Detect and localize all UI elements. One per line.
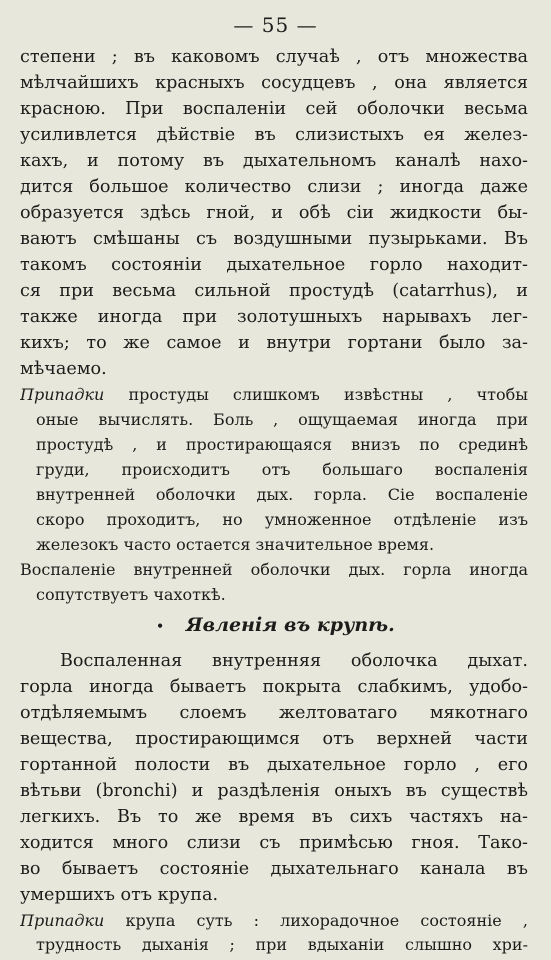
text-line: степени ; въ каковомъ случаѣ , отъ множества <box>20 47 528 67</box>
text-line: такомъ состояніи дыхательное горло находит- <box>20 255 528 275</box>
text-line: также иногда при золотушныхъ нарывахъ лег- <box>20 307 528 327</box>
text-line: простудѣ , и простирающаяся внизъ по срединѣ <box>36 435 528 454</box>
text-line: умершихъ отъ крупа. <box>20 885 219 905</box>
text-line: ся при весьма сильной простудѣ (catarrhus), и <box>20 281 528 301</box>
text-line: усиливлется дѣйствіе въ слизистыхъ ея желез- <box>20 125 528 145</box>
text-line: Припадки простуды слишкомъ извѣстны , чтобы <box>20 385 528 404</box>
text-line: Припадки крупа суть : лихорадочное состояніе , <box>20 911 528 930</box>
text-line: гортанной полости въ дыхательное горло , его <box>20 755 528 775</box>
text-line: красною. При воспаленіи сей оболочки весьма <box>20 99 528 119</box>
text-line: дится большое количество слизи ; иногда даже <box>20 177 528 197</box>
text-line: образуется здѣсь гной, и обѣ сіи жидкости бы- <box>20 203 528 223</box>
text-line: скоро проходитъ, но умноженное отдѣленіе изъ <box>36 510 528 529</box>
bullet-dot-icon: • <box>156 619 164 633</box>
text-line: оные вычислять. Боль , ощущаемая иногда при <box>36 410 528 429</box>
page-number: — 55 — <box>233 13 318 37</box>
text-line: отдѣляемымъ слоемъ желтоватаго мякотнаго <box>20 703 528 723</box>
text-line: мѣлчайшихъ красныхъ сосудцевъ , она является <box>20 73 528 93</box>
text-line: кахъ, и потому въ дыхательномъ каналѣ нахо- <box>20 151 528 171</box>
text-line: горла иногда бываетъ покрыта слабкимъ, удобо- <box>20 677 528 697</box>
text-line: ваютъ смѣшаны съ воздушными пузырьками. Въ <box>20 229 528 249</box>
text-line: груди, происходитъ отъ большаго воспаленія <box>36 460 528 479</box>
text-line: во бываетъ состояніе дыхательнаго канала въ <box>20 859 528 879</box>
text-line: Воспаленная внутренняя оболочка дыхат. <box>60 651 528 671</box>
text-line: мѣчаемо. <box>20 359 107 379</box>
text-line: вещества, простирающимся отъ верхней части <box>20 729 528 749</box>
text-line: внутренней оболочки дых. горла. Сіе воспаленіе <box>36 485 528 504</box>
text-line: легкихъ. Въ то же время въ сихъ частяхъ на- <box>20 807 528 827</box>
text-line: Воспаленіе внутренней оболочки дых. горла иногда <box>20 560 528 579</box>
text-line: ходится много слизи съ примѣсью гноя. Тако- <box>20 833 528 853</box>
text-line: трудность дыханія ; при вдыханіи слышно хри- <box>36 935 528 954</box>
text-line: железокъ часто остается значительное время. <box>36 535 435 554</box>
text-line: вѣтьви (bronchi) и раздѣленія оныхъ въ существѣ <box>20 781 528 801</box>
text-line: кихъ; то же самое и внутри гортани было за- <box>20 333 528 353</box>
section-heading: • Явленія въ крупѣ. <box>156 614 395 636</box>
text-line: сопутствуетъ чахоткѣ. <box>36 585 226 604</box>
